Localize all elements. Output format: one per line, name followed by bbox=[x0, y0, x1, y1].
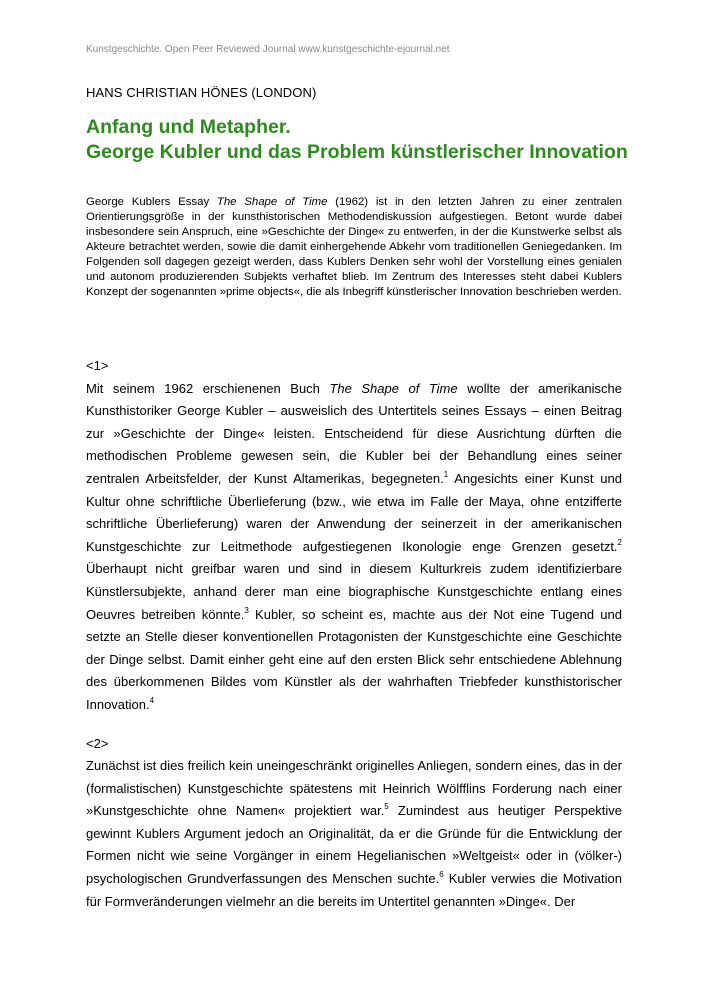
paragraph-number: <2> bbox=[86, 735, 109, 751]
footnote-marker[interactable]: 4 bbox=[149, 695, 155, 705]
running-header: Kunstgeschichte. Open Peer Reviewed Journal www.kunstgeschichte-ejournal.net bbox=[86, 44, 450, 55]
paragraph-text: wollte der amerikanische Kunsthistoriker George Kubler – ausweislich des Untertitels seines Essays – einen Beitrag zur »Geschichte der Dinge« leisten. Entscheidend für diese Ausrichtung dürften die methodischen Probleme gewesen sein, die Kubler bei der Behandlung eines seiner zentralen Arbeitsfelder, der Kunst Altamerikas, begegneten. bbox=[86, 380, 622, 486]
paragraph-text: Kubler, so scheint es, machte aus der Not eine Tugend und setzte an Stelle dieser konventionellen Protagonisten der Kunstgeschichte eine Geschichte der Dinge selbst. Damit einher geht eine auf den ersten Blick sehr entschiedene Ablehnung des überkommenen Bildes vom Künstler als der wahrhaften Triebfeder kunsthistorischer Innovation. bbox=[86, 606, 622, 712]
paragraph-number: <1> bbox=[86, 358, 109, 373]
paragraph-text: Zunächst ist dies freilich kein uneingeschränkt originelles Anliegen, sondern eines, das in der (formalistischen) Kunstgeschichte spätestens mit Heinrich Wölfflins Forderung nach einer »Kunstgeschichte ohne Namen« projektiert war. bbox=[86, 758, 622, 819]
footnote-marker[interactable]: 1 bbox=[443, 469, 449, 479]
article-title bbox=[86, 115, 646, 165]
abstract-book-title: The Shape of Time bbox=[216, 196, 328, 208]
abstract-text: George Kublers Essay bbox=[86, 196, 217, 208]
paragraph-text: Überhaupt nicht greifbar waren und sind in diesem Kulturkreis zudem identifizierbare Künstlersubjekte, anhand derer man eine biographische Kunstgeschichte entlang eines Oeuvres betreiben könnte. bbox=[86, 561, 622, 622]
footnote-marker[interactable]: 5 bbox=[384, 802, 389, 812]
paragraph-text: Mit seinem 1962 erschienenen Buch bbox=[86, 380, 330, 396]
paragraph-text: Kubler verwies die Motivation für Formveränderungen vielmehr an die bereits im Untertitel genannten »Dinge«. Der bbox=[86, 871, 622, 909]
abstract-text: (1962) ist in den letzten Jahren zu einer zentralen Orientierungsgröße in der kunsthistorischen Methodendiskussion aufgestiegen. Betont wurde dabei insbesondere sein Anspruch, eine »Geschichte der Dinge« zu entwerfen, in der die Kunstwerke selbst als Akteure betrachtet werden, sowie die damit einhergehende Abkehr vom traditionellen Geniegedanken. Im Folgenden soll dagegen gezeigt werden, dass Kublers Denken sehr wohl der Vorstellung eines genialen und autonom produzierenden Subjekts verhaftet blieb. Im Zentrum des Interesses steht dabei Kublers Konzept der sogenannten »prime objects«, die als Inbegriff künstlerischer Innovation beschrieben werden. bbox=[86, 196, 622, 298]
footnote-marker[interactable]: 6 bbox=[439, 870, 444, 880]
footnote-marker[interactable]: 3 bbox=[244, 605, 249, 615]
footnote-marker[interactable]: 2 bbox=[617, 537, 622, 547]
article-body bbox=[86, 355, 622, 929]
title-line-1: Anfang und Metapher. bbox=[86, 116, 291, 138]
paragraph bbox=[86, 755, 622, 913]
paragraph bbox=[86, 378, 622, 717]
paragraph-text: Zumindest aus heutiger Perspektive gewinnt Kublers Argument jedoch an Originalität, da er die Gründe für die Entwicklung der Formen nicht wie seine Vorgänger in einem Hegelianischen »Weltgeist« oder in (völker-) psychologischen Grundverfassungen des Menschen suchte. bbox=[86, 803, 622, 887]
paragraph-text: Angesichts einer Kunst und Kultur ohne schriftliche Überlieferung (bzw., wie etwa im Falle der Maya, ohne entzifferte schriftliche Überlieferung) waren der Anwendung der seinerzeit in der amerikanischen Kunstgeschichte zur Leitmethode aufgestiegenen Ikonologie enge Grenzen gesetzt. bbox=[86, 470, 622, 554]
author-line: HANS CHRISTIAN HÖNES (LONDON) bbox=[86, 85, 317, 100]
abstract bbox=[86, 195, 622, 300]
book-title: The Shape of Time bbox=[329, 380, 458, 396]
title-line-2: George Kubler und das Problem künstlerischer Innovation bbox=[86, 141, 628, 163]
